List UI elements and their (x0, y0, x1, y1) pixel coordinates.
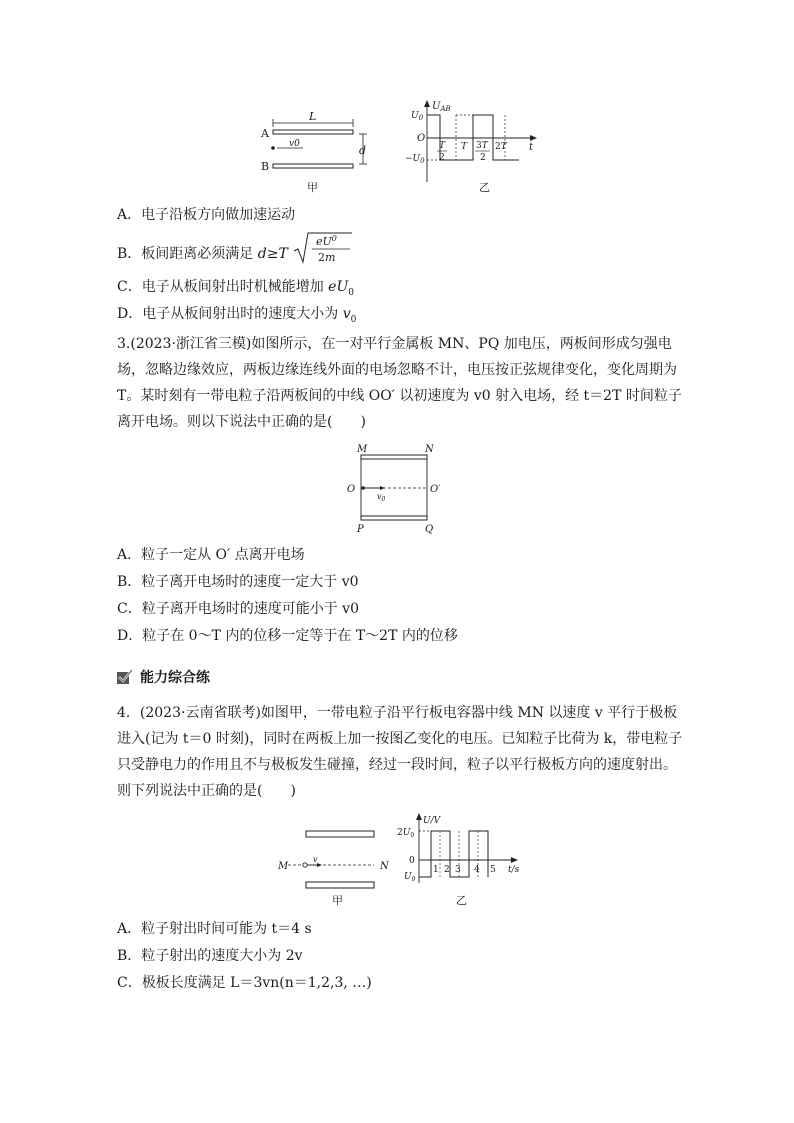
checkbox-icon (116, 669, 134, 685)
label-p: P (357, 524, 364, 535)
origin-label: O (417, 133, 426, 144)
two-u0-label: $2U_0$ (397, 828, 415, 839)
label-o-prime: O′ (430, 484, 441, 495)
q4-option-a: A．粒子射出时间可能为 t＝4 s (117, 921, 312, 937)
svg-text:2m: 2m (318, 251, 336, 264)
figure-1 (255, 100, 545, 198)
label-m: M (357, 444, 368, 455)
caption-jia: 甲 (332, 894, 343, 907)
plate-a (273, 130, 353, 134)
section-header (116, 667, 210, 687)
t-axis-label: t/s (508, 865, 520, 875)
t-axis-label: t (529, 142, 534, 153)
figure-q4 (276, 813, 526, 909)
electron-dot (271, 146, 275, 150)
neg-u0-label: $-U_0$ (405, 154, 425, 165)
q3-option-c: C．粒子离开电场时的速度可能小于 v0 (117, 601, 359, 617)
tick-4: 4 (474, 865, 480, 875)
q2-option-c: C．电子从板间射出时机械能增加 $eU_0$ (117, 279, 354, 298)
label-o: O (347, 484, 356, 495)
zero-label: 0 (409, 856, 415, 866)
q4-option-c: C．极板长度满足 L＝3vn(n＝1,2,3, …) (117, 975, 372, 991)
q3-text: 3.(2023·浙江省三模)如图所示，在一对平行金属板 MN、PQ 加电压，两板间形成匀强电场，忽略边缘效应，两板边缘连线外面的电场忽略不计，电压按正弦规律变化，变化周期为 T。某时刻有一带电粒子沿两板间的中线 OO′ 以初速度为 v0 射入电场，经 t＝2T 时间粒子离开电场。则以下说法中正确的是( ) (117, 336, 682, 430)
label-m: M (278, 861, 289, 872)
plate-b (273, 164, 353, 168)
figure-q4-jia (277, 831, 390, 907)
q3-option-d: D．粒子在 0～T 内的位移一定等于在 T～2T 内的位移 (117, 628, 458, 644)
tick-3t-half: 3T (476, 141, 488, 151)
label-n: N (380, 861, 389, 872)
tick-2: 2 (444, 865, 450, 875)
bottom-plate (306, 882, 374, 888)
label-q: Q (425, 524, 434, 535)
plate-b-label: B (261, 160, 270, 173)
gap-label: d (359, 144, 367, 157)
q2-option-b-text: B．板间距离必须满足 d≥T (117, 246, 288, 262)
tick-t: T (461, 142, 468, 152)
particle-dot (303, 863, 307, 867)
svg-text:eU0: $eU^0$ (316, 234, 338, 248)
figure-q4-yi (397, 813, 520, 907)
tick-t-half: T (439, 141, 446, 151)
tick-1: 1 (433, 865, 439, 875)
tick-2t: 2T (495, 142, 507, 152)
plate-pq (361, 516, 427, 520)
q3-option-a: A．粒子一定从 O′ 点离开电场 (117, 547, 305, 563)
top-plate (306, 831, 374, 837)
sqrt-formula (292, 231, 354, 265)
velocity-label: v0 (289, 139, 300, 149)
y-axis-label: $U_{AB}$ (432, 101, 451, 113)
q3-option-b: B．粒子离开电场时的速度一定大于 v0 (117, 574, 359, 590)
u0-label: $U_0$ (404, 872, 416, 883)
q4-text: 4．(2023·云南省联考)如图甲，一带电粒子沿平行板电容器中线 MN 以速度 v 平行于极板进入(记为 t＝0 时刻)，同时在两板上加一按图乙变化的电压。已知粒子比荷为 k，带电粒子只受静电力的作用且不与极板发生碰撞，经过一段时间，粒子以平行极板方向的速度射出。则下列说法中正确的是( ) (117, 705, 683, 799)
q2-option-a: A．电子沿板方向做加速运动 (117, 207, 296, 223)
caption-jia: 甲 (307, 181, 318, 194)
label-v: v (313, 855, 318, 864)
label-v0: $v_0$ (377, 492, 386, 503)
tick-5: 5 (490, 865, 496, 875)
q2-option-b (117, 234, 354, 271)
q2-option-d: D．电子从板间射出时的速度大小为 $v_0$ (117, 306, 357, 325)
plate-a-label: A (261, 127, 269, 140)
figure-1-jia (260, 110, 367, 194)
svg-text:2: 2 (480, 153, 486, 163)
y-axis-label: U/V (423, 816, 441, 826)
figure-1-yi (405, 100, 537, 194)
u0-label: $U_0$ (411, 111, 424, 122)
caption-yi: 乙 (456, 894, 467, 907)
figure-q3 (343, 440, 453, 536)
label-n: N (425, 444, 434, 455)
q4-option-b: B．粒子射出的速度大小为 2v (117, 948, 303, 964)
plate-mn (361, 455, 427, 459)
caption-yi: 乙 (479, 181, 490, 194)
section-title: 能力综合练 (140, 670, 210, 686)
svg-text:2: 2 (439, 153, 445, 163)
length-label: L (309, 110, 317, 123)
tick-3: 3 (455, 865, 461, 875)
